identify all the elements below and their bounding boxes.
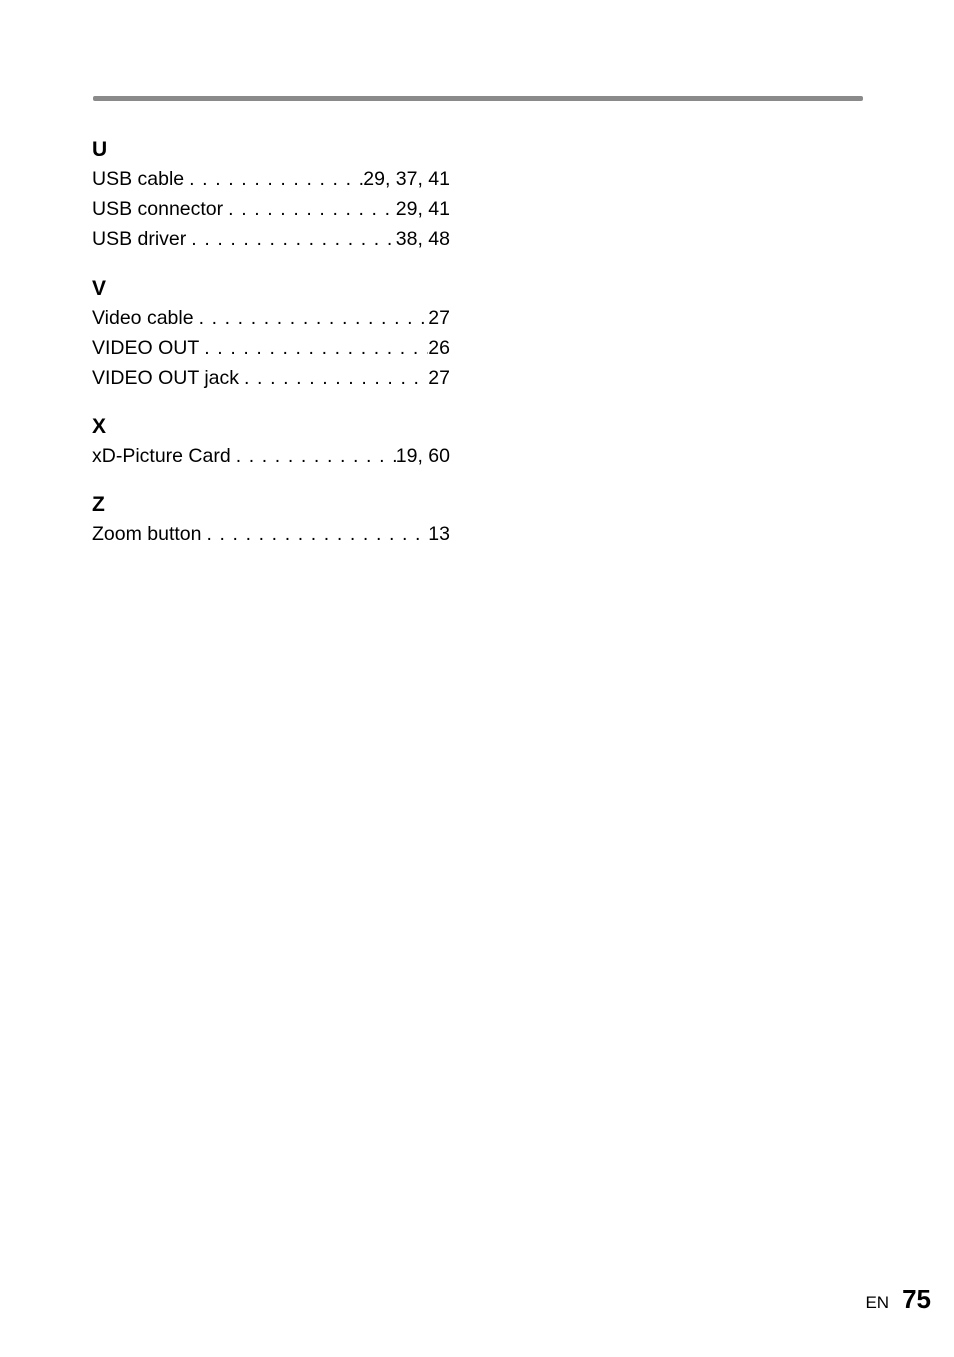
dot-leader xyxy=(231,441,396,471)
entry-term: xD-Picture Card xyxy=(92,445,231,468)
page-number: 75 xyxy=(902,1284,931,1314)
index-column xyxy=(92,136,450,570)
section-letter: Z xyxy=(92,493,105,517)
entry-pages: 26 xyxy=(428,336,450,359)
index-section-x xyxy=(92,413,450,471)
index-entry xyxy=(92,194,450,224)
index-entry xyxy=(92,333,450,363)
index-entry xyxy=(92,224,450,254)
entry-term: Zoom button xyxy=(92,523,202,546)
entry-pages: 27 xyxy=(428,366,450,389)
dot-leader xyxy=(186,224,396,254)
dot-leader xyxy=(239,363,428,393)
entry-term: USB driver xyxy=(92,228,187,251)
index-entry xyxy=(92,303,450,333)
entry-pages: 27 xyxy=(428,306,450,329)
entry-term: USB cable xyxy=(92,168,185,190)
dot-leader xyxy=(201,519,428,549)
page-footer xyxy=(865,1284,931,1315)
section-letter: V xyxy=(92,276,107,300)
entry-pages: 29, 41 xyxy=(395,198,450,221)
dot-leader xyxy=(223,194,396,224)
index-entry xyxy=(92,363,450,393)
language-code: EN xyxy=(865,1293,890,1312)
entry-pages: 19, 60 xyxy=(395,445,450,468)
entry-pages: 29, 37, 41 xyxy=(363,168,450,190)
index-section-v xyxy=(92,275,450,394)
index-entry xyxy=(92,441,450,471)
dot-leader xyxy=(184,164,363,194)
index-section-u xyxy=(92,136,450,255)
section-letter: X xyxy=(92,415,107,439)
index-entry xyxy=(92,164,450,194)
index-section-z xyxy=(92,491,450,549)
dot-leader xyxy=(199,333,428,363)
header-rule xyxy=(93,96,863,101)
entry-term: Video cable xyxy=(92,306,194,329)
entry-pages: 38, 48 xyxy=(395,228,450,251)
entry-term: USB connector xyxy=(92,198,224,221)
dot-leader xyxy=(194,303,429,333)
entry-term: VIDEO OUT jack xyxy=(92,366,240,389)
entry-pages: 13 xyxy=(428,523,450,546)
section-letter: U xyxy=(92,138,108,161)
index-entry xyxy=(92,519,450,549)
entry-term: VIDEO OUT xyxy=(92,336,200,359)
